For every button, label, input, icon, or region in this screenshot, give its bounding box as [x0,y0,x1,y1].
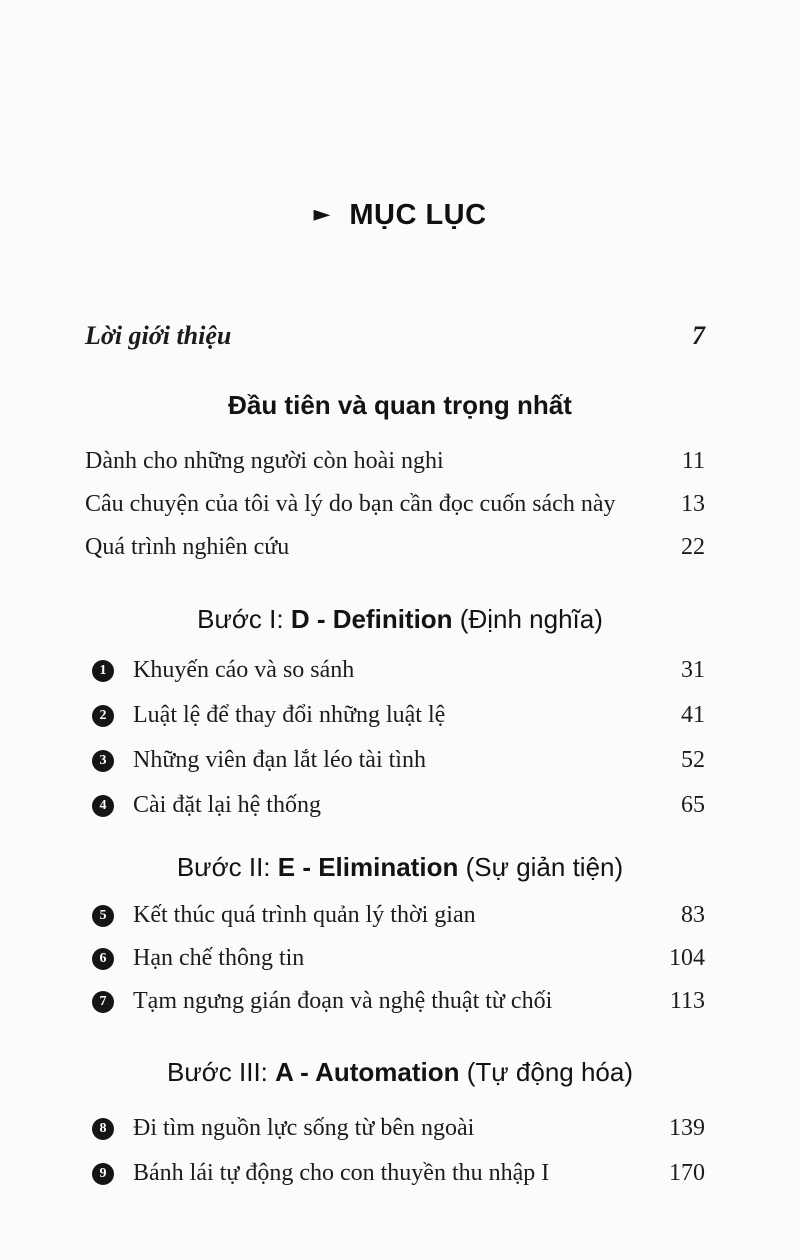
section-heading-emphasis: E - Elimination [277,852,459,882]
section-heading-emphasis: D - Definition [290,604,453,634]
section-heading-suffix: (Tự động hóa) [459,1057,633,1087]
entry-page-number: 41 [681,702,705,728]
section-heading [0,1057,800,1087]
entry-page-number: 113 [669,988,705,1014]
entry-label: Bánh lái tự động cho con thuyền thu nhập I [133,1160,550,1186]
toc-entry [0,1151,800,1196]
toc-entry [0,937,800,980]
entry-label: Những viên đạn lắt léo tài tình [133,747,426,773]
entry-label: Quá trình nghiên cứu [85,534,290,560]
entry-label: Đi tìm nguồn lực sống từ bên ngoài [133,1115,475,1141]
toc-entry [0,980,800,1023]
toc-section-definition [0,604,800,828]
entry-page-number: 83 [681,902,705,928]
chapter-number-badge: 7 [92,991,114,1013]
toc-section-automation [0,1057,800,1196]
section-heading-prefix: Bước III: [166,1057,276,1087]
page-title-row [0,0,800,233]
section-heading-emphasis: A - Automation [275,1057,460,1087]
toc-entry [0,526,800,569]
toc-entry [0,440,800,483]
section-heading [0,604,800,634]
entry-label: Câu chuyện của tôi và lý do bạn cần đọc cuốn sách này [85,491,616,517]
entry-label: Luật lệ để thay đổi những luật lệ [133,702,446,728]
toc-entry [0,894,800,937]
chapter-number-badge: 8 [92,1118,114,1140]
section-heading-prefix: Bước I: [197,604,291,634]
toc-entry-intro [0,321,800,351]
page-title: MỤC LỤC [349,199,487,231]
entry-page-number: 31 [681,657,705,683]
entry-label: Tạm ngưng gián đoạn và nghệ thuật từ chối [133,988,553,1014]
toc-entry [0,738,800,783]
triangle-bullet-icon: ► [313,202,331,227]
entry-page-number: 139 [669,1115,705,1141]
section-heading-prefix: Bước II: [176,852,278,882]
entry-label: Dành cho những người còn hoài nghi [85,448,444,474]
toc-entry [0,783,800,828]
section-heading-emphasis: Đầu tiên và quan trọng nhất [228,390,572,420]
entry-label: Hạn chế thông tin [133,945,305,971]
entry-label: Lời giới thiệu [85,321,232,350]
section-heading [0,852,800,882]
chapter-number-badge: 9 [92,1163,114,1185]
chapter-number-badge: 3 [92,750,114,772]
chapter-number-badge: 4 [92,795,114,817]
entry-page-number: 52 [681,747,705,773]
entry-label: Kết thúc quá trình quản lý thời gian [133,902,476,928]
entry-page-number: 170 [669,1160,705,1186]
toc-entry [0,693,800,738]
entry-page-number: 13 [681,491,705,517]
toc-entry [0,1106,800,1151]
chapter-number-badge: 1 [92,660,114,682]
entry-label: Khuyến cáo và so sánh [133,657,355,683]
entry-page-number: 104 [669,945,705,971]
entry-label: Cài đặt lại hệ thống [133,792,321,818]
entry-page-number: 11 [681,448,705,474]
entry-page-number: 7 [692,321,705,350]
entry-page-number: 22 [681,534,705,560]
toc-section-first [0,390,800,569]
entry-page-number: 65 [681,792,705,818]
chapter-number-badge: 5 [92,905,114,927]
chapter-number-badge: 2 [92,705,114,727]
toc-section-elimination [0,852,800,1023]
section-heading-suffix: (Sự giản tiện) [458,852,624,882]
toc-entry [0,483,800,526]
chapter-number-badge: 6 [92,948,114,970]
toc-entry [0,648,800,693]
section-heading-suffix: (Định nghĩa) [452,604,603,634]
section-heading [0,390,800,420]
